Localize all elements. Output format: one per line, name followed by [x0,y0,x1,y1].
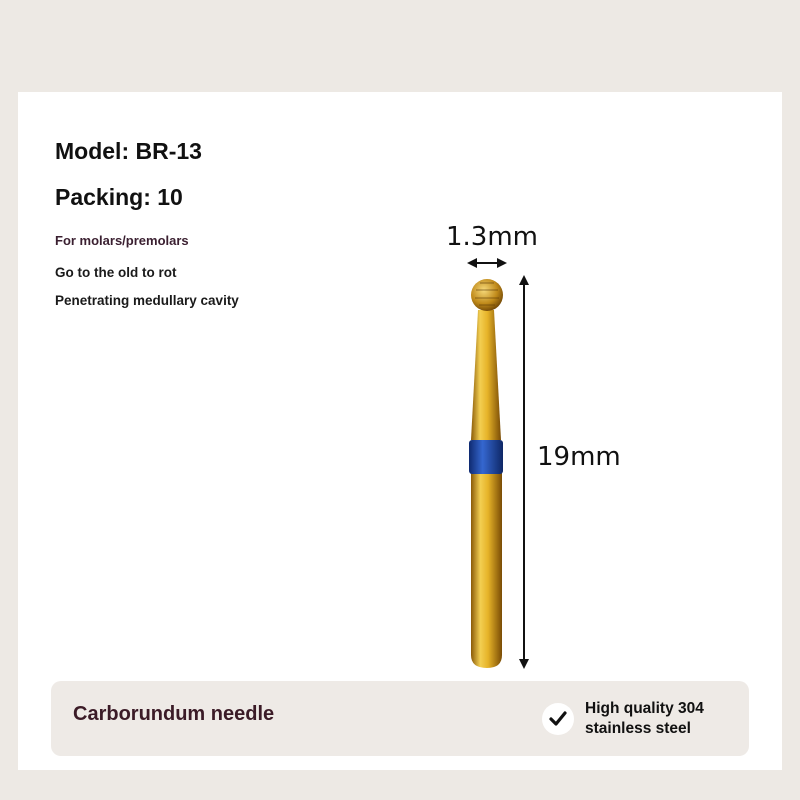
usage-cavity: Penetrating medullary cavity [55,293,239,308]
check-icon [542,703,574,735]
packing-label: Packing: 10 [55,184,183,210]
footer-banner [51,681,749,756]
bur-shank [471,470,502,668]
quality-text: High quality 304 stainless steel [585,700,704,737]
bur-neck [471,310,501,440]
bur-head [471,279,503,311]
usage-molars: For molars/premolars [55,233,189,248]
product-name: Carborundum needle [73,703,275,725]
usage-rot: Go to the old to rot [55,265,177,280]
bur-color-band [469,440,503,474]
length-label: 19mm [537,442,621,472]
model-label: Model: BR-13 [55,138,202,164]
head-width-label: 1.3mm [446,222,539,252]
